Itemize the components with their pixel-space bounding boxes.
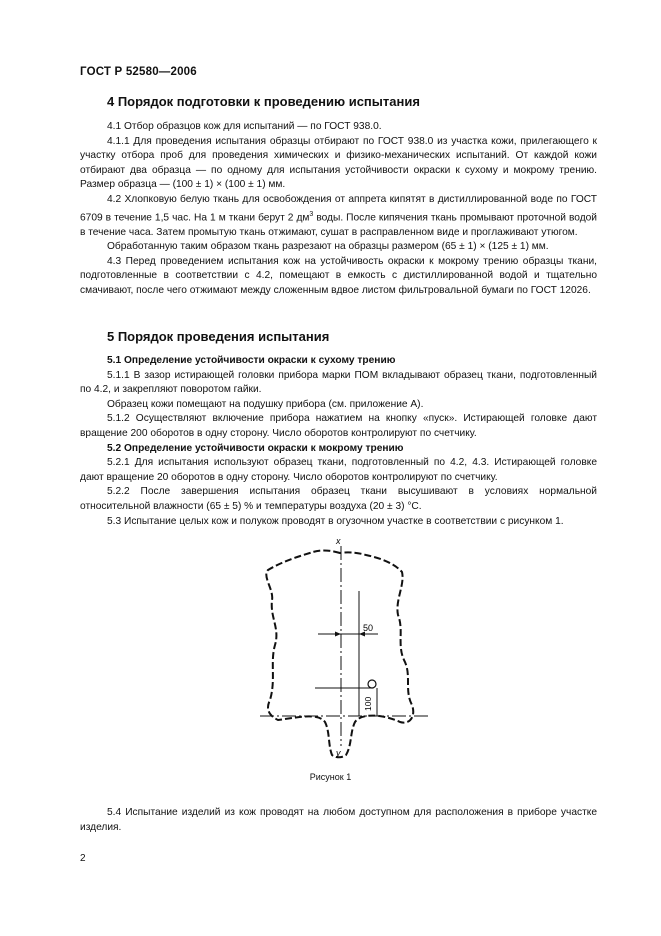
paragraph-4-1-1: 4.1.1 Для проведения испытания образцы отбирают по ГОСТ 938.0 из участка кожи, прилегающего к участку отбора проб для проведения химических и физико-механических испытаний. От каждой кожи отбирают два образца — по одному для испытания устойчивости окраски к сухому и мокрому трению. Размер образца — (100 ± 1) × (100 ± 1) мм. <box>80 135 597 191</box>
paragraph-5-2-1: 5.2.1 Для испытания используют образец ткани, подготовленный по 4.2, 4.3. Истирающей головке дают вращение 20 оборотов в одну сторону. Число оборотов контролируют по счетчику. <box>80 457 597 483</box>
page-number: 2 <box>80 853 86 864</box>
paragraph-4-3: 4.3 Перед проведением испытания кож на устойчивость окраски к мокрому трению образцы ткани, подготовленные в соответствии с 4.2, помещают в емкость с дистиллированной водой и тщательно смачивают, после чего отжимают между сложенным вдвое листом фильтровальной бумаги по ГОСТ 12026. <box>80 255 597 296</box>
paragraph-4-2-part2: воды. После кипячения ткань промывают проточной водой в течение часа. Затем промытую ткань отжимают, сушат в расправленном виде и проглаживают утюгом. <box>80 211 598 238</box>
dimension-50-arrow-left <box>335 632 341 637</box>
paragraph-5-3: 5.3 Испытание целых кож и полукож проводят в огузочном участке в соответствии с рисунком 1. <box>107 515 564 527</box>
heading-5-1: 5.1 Определение устойчивости окраски к сухому трению <box>107 355 396 366</box>
paragraph-4-2-cont: Обработанную таким образом ткань разрезают на образцы размером (65 ± 1) × (125 ± 1) мм. <box>107 241 549 253</box>
axis-x-label: x <box>336 536 341 546</box>
figure-caption: Рисунок 1 <box>309 772 352 782</box>
dimension-100-label: 100 <box>363 696 373 711</box>
section-5-heading: 5 Порядок проведения испытания <box>107 329 330 344</box>
paragraph-4-2-part1: 4.2 Хлопковую белую ткань для освобождения от аппрета кипятят в дистиллированной воде по ГОСТ 6709 в течение 1,5 час. На 1 м ткани берут 2 дм <box>80 193 597 223</box>
axis-y-label: y <box>336 748 341 758</box>
cube-superscript: 3 <box>309 210 314 218</box>
paragraph-5-1-2: 5.1.2 Осуществляют включение прибора нажатием на кнопку «пуск». Истирающей головке дают вращение 200 оборотов в одну сторону. Число оборотов контролируют по счетчику. <box>80 413 597 439</box>
paragraph-5-1-1-cont: Образец кожи помещают на подушку прибора (см. приложение А). <box>107 398 424 410</box>
document-header: ГОСТ Р 52580—2006 <box>80 66 197 78</box>
section-5-4-body <box>80 806 597 835</box>
heading-5-2: 5.2 Определение устойчивости окраски к мокрому трению <box>107 442 404 454</box>
section-4-heading: 4 Порядок подготовки к проведению испытания <box>107 94 420 109</box>
dimension-50-label: 50 <box>363 623 374 633</box>
paragraph-4-1: 4.1 Отбор образцов кож для испытаний — по ГОСТ 938.0. <box>107 121 382 132</box>
paragraph-5-4: 5.4 Испытание изделий из кож проводят на любом доступном для расположения в приборе участке изделия. <box>80 807 597 833</box>
hide-outline <box>266 550 413 757</box>
paragraph-5-1-1: 5.1.1 В зазор истирающей головки прибора марки ПОМ вкладывают образец ткани, подготовленный по 4.2, и закрепляют поворотом гайки. <box>80 369 597 396</box>
paragraph-5-2-2: 5.2.2 После завершения испытания образец ткани высушивают в условиях нормальной относительной влажности (65 ± 5) % и температуры воздуха (20 ± 3) °С. <box>80 486 597 512</box>
sample-point <box>368 680 376 688</box>
